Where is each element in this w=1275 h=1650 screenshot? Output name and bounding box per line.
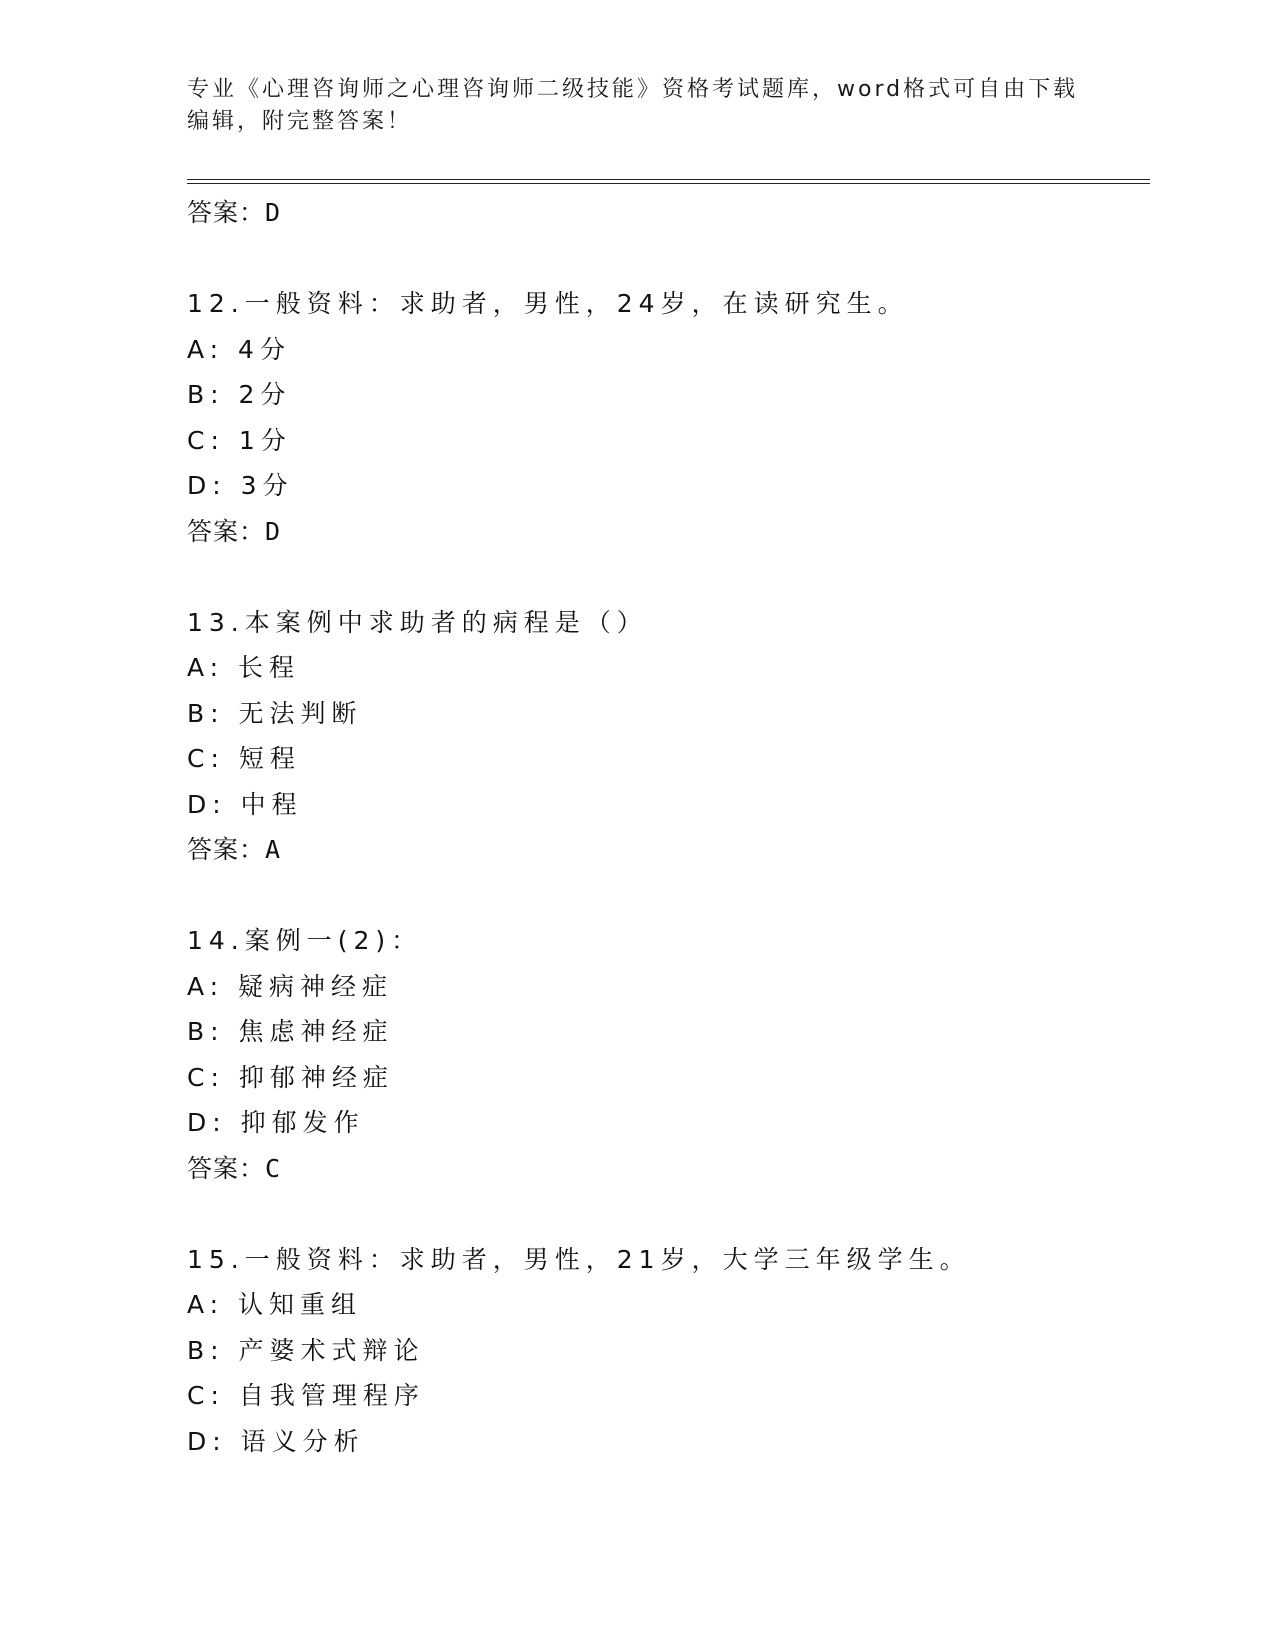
header-line-2: 编辑，附完整答案！	[187, 109, 413, 134]
header-line-1: 专业《心理咨询师之心理咨询师二级技能》资格考试题库，word格式可自由下载	[187, 77, 1079, 102]
option-b: B: 焦虑神经症	[187, 1017, 394, 1046]
option-c: C: 1分	[187, 425, 292, 455]
option-d: D: 语义分析	[187, 1426, 365, 1456]
question-block	[187, 281, 1147, 554]
option-c: C: 短程	[187, 744, 301, 773]
answer-line: 答案：D	[187, 516, 282, 546]
option-a: A: 长程	[187, 653, 301, 682]
question-text: 15.一般资料：求助者，男性，21岁，大学三年级学生。	[187, 1244, 971, 1274]
answer-line: 答案：D	[187, 198, 282, 227]
question-text: 13.本案例中求助者的病程是（）	[187, 607, 648, 637]
option-d: D: 抑郁发作	[187, 1108, 365, 1137]
question-block	[187, 918, 1147, 1191]
question-list	[187, 190, 1147, 1464]
option-c: C: 抑郁神经症	[187, 1062, 394, 1092]
option-a: A: 疑病神经症	[187, 971, 394, 1001]
option-b: B: 无法判断	[187, 698, 363, 728]
option-d: D: 3分	[187, 471, 294, 500]
question-block	[187, 1237, 1147, 1465]
answer-line: 答案：C	[187, 1153, 282, 1183]
question-block	[187, 600, 1147, 873]
document-header	[187, 74, 1087, 138]
question-text: 12.一般资料：求助者，男性，24岁，在读研究生。	[187, 289, 909, 318]
question-text: 14.案例一(2)：	[187, 926, 423, 955]
option-d: D: 中程	[187, 789, 303, 819]
answer-line: 答案：A	[187, 835, 282, 864]
option-a: A: 认知重组	[187, 1290, 363, 1319]
option-b: B: 产婆术式辩论	[187, 1335, 425, 1365]
option-c: C: 自我管理程序	[187, 1381, 425, 1410]
option-a: A: 4分	[187, 334, 291, 364]
header-divider	[187, 179, 1150, 184]
option-b: B: 2分	[187, 380, 292, 409]
